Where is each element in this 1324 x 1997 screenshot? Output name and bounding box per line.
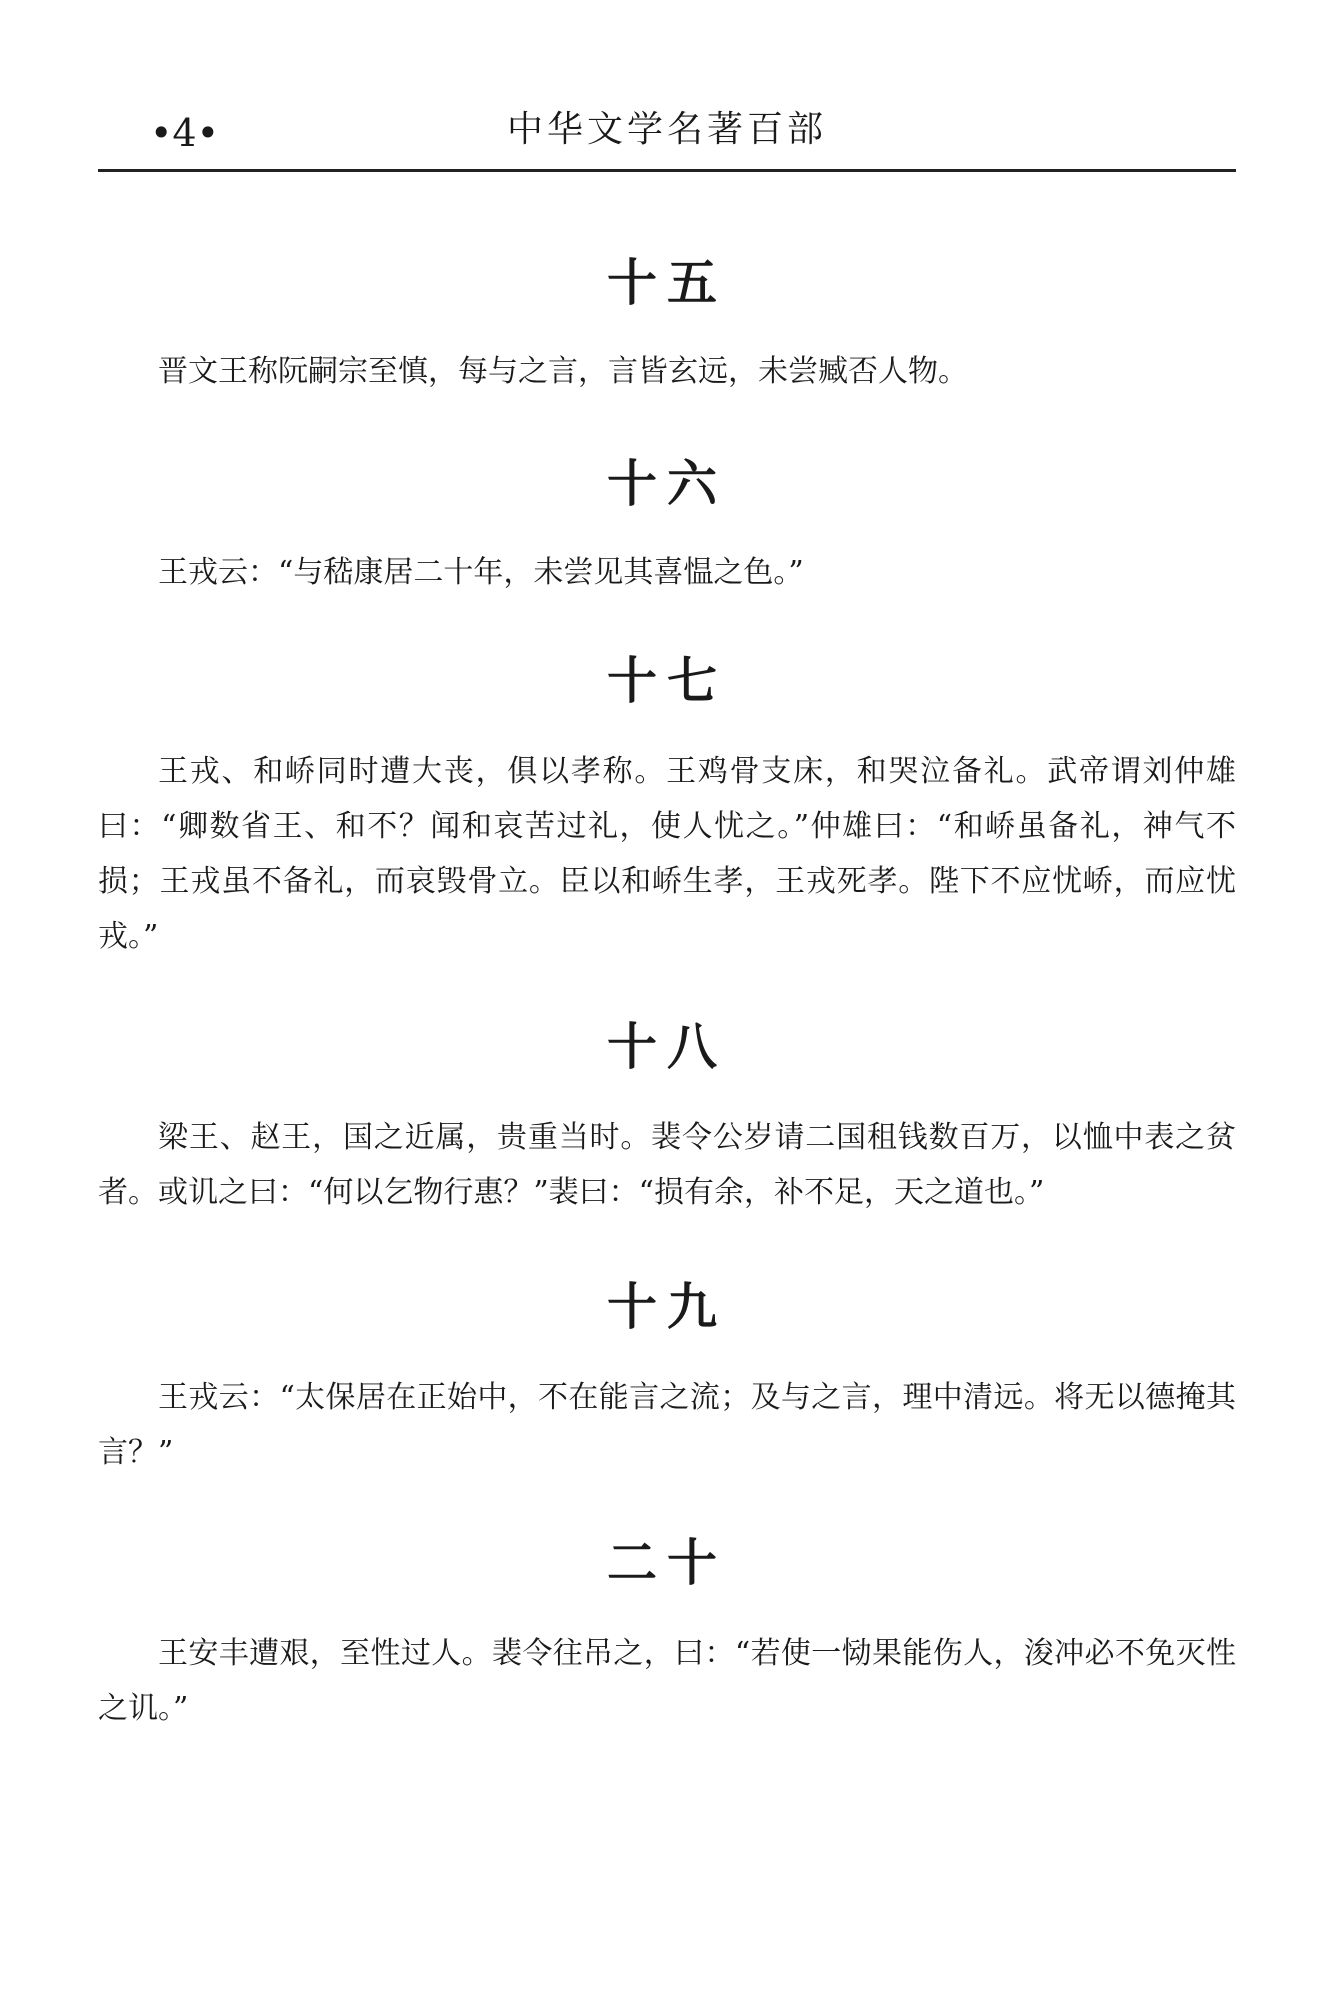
section-16 <box>98 455 1236 600</box>
page-body <box>98 254 1236 1736</box>
section-17 <box>98 652 1236 964</box>
section-heading: 二十 <box>607 1534 727 1592</box>
section-heading: 十七 <box>607 652 727 710</box>
section-19 <box>98 1278 1236 1480</box>
section-heading: 十八 <box>607 1018 727 1076</box>
section-text: 王安丰遭艰，至性过人。裴令往吊之，曰：“若使一恸果能伤人，浚冲必不免灭性之讥。” <box>98 1636 1236 1726</box>
section-heading: 十九 <box>607 1278 727 1336</box>
section-15 <box>98 254 1236 399</box>
section-text: 梁王、赵王，国之近属，贵重当时。裴令公岁请二国租钱数百万，以恤中表之贫者。或讥之曰：“何以乞物行惠？”裴曰：“损有余，补不足，天之道也。” <box>98 1120 1236 1210</box>
section-text: 晋文王称阮嗣宗至慎，每与之言，言皆玄远，未尝臧否人物。 <box>158 354 968 389</box>
section-heading: 十六 <box>607 455 727 513</box>
section-20 <box>98 1534 1236 1736</box>
section-text: 王戎云：“太保居在正始中，不在能言之流；及与之言，理中清远。将无以德掩其言？” <box>98 1380 1236 1470</box>
section-text: 王戎、和峤同时遭大丧，俱以孝称。王鸡骨支床，和哭泣备礼。武帝谓刘仲雄曰：“卿数省王、和不？闻和哀苦过礼，使人忧之。”仲雄曰：“和峤虽备礼，神气不损；王戎虽不备礼，而哀毁骨立。臣以和峤生孝，王戎死孝。陛下不应忧峤，而应忧戎。” <box>98 754 1236 954</box>
page-number: •4• <box>150 111 220 155</box>
page-header <box>98 100 1236 172</box>
section-text: 王戎云：“与嵇康居二十年，未尝见其喜愠之色。” <box>158 555 804 590</box>
book-title: 中华文学名著百部 <box>506 109 827 150</box>
section-heading: 十五 <box>607 254 727 312</box>
section-18 <box>98 1018 1236 1220</box>
header-rule <box>98 169 1236 172</box>
